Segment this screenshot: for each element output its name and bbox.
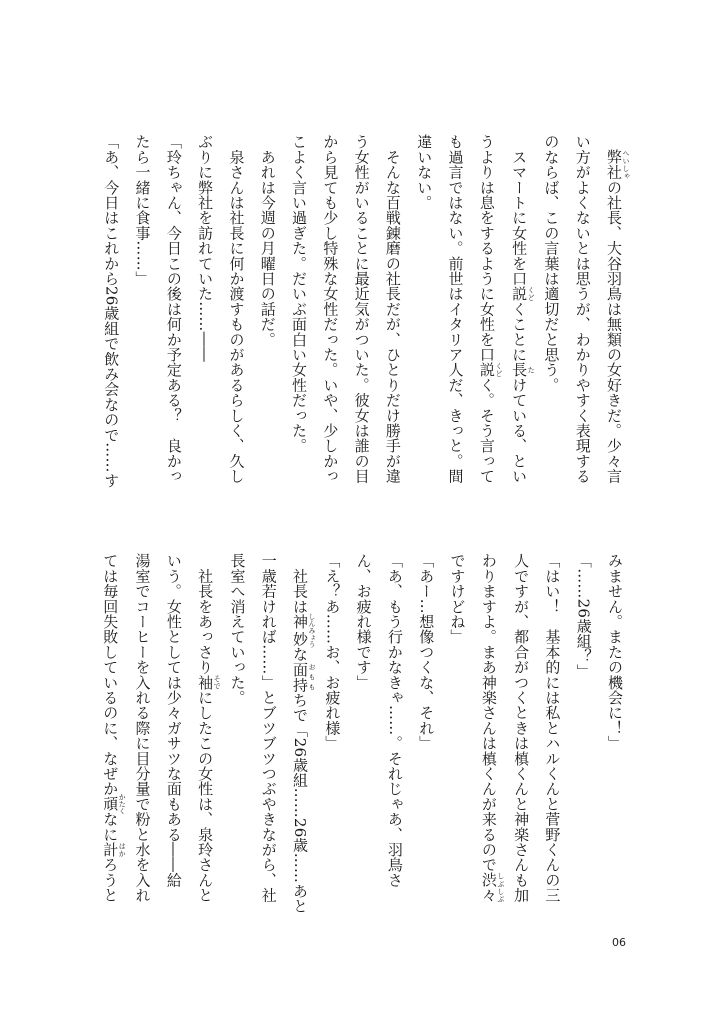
text-segment: い方がよくないとは思うが、わかりやすく表現する xyxy=(573,134,592,484)
text-line xyxy=(158,553,189,933)
text-segment: 一歳若ければ……」とブツブツつぶやきながら、社 xyxy=(259,553,278,903)
text-segment: な xyxy=(291,646,310,662)
text-segment: 湯室でコーヒーを入れる際に目分量で粉と水を入れ xyxy=(133,553,152,903)
furigana: た xyxy=(527,362,536,378)
furigana: しぶしぶ xyxy=(496,872,505,903)
text-line xyxy=(473,553,505,933)
text-line xyxy=(347,553,378,933)
text-segment: く。そう言って xyxy=(477,377,496,484)
text-segment: う女性がいることに最近気がついた。彼女は誰の目 xyxy=(352,134,371,484)
furigana: かたく xyxy=(118,793,127,815)
ruby-word xyxy=(510,362,536,378)
text-segment: 社長は xyxy=(291,553,310,614)
text-line xyxy=(410,553,441,933)
text-segment: たら一緒に食事……」 xyxy=(133,134,152,286)
text-line xyxy=(535,134,566,514)
text-line xyxy=(252,553,283,933)
text-line xyxy=(283,134,314,514)
text-line xyxy=(408,134,439,514)
text-segment: 「……26歳組？」 xyxy=(574,553,593,679)
furigana: そで xyxy=(213,674,222,690)
ruby-word xyxy=(101,841,127,858)
text-line xyxy=(95,134,126,514)
text-segment: にしたこの女性は、泉玲さんと xyxy=(196,689,215,903)
ruby-base: 説 xyxy=(477,362,496,378)
ruby-base: 計 xyxy=(101,841,120,858)
furigana: へいしゃ xyxy=(622,149,630,180)
furigana: はか xyxy=(118,841,127,858)
text-segment: わりますよ。まあ神楽さんは槙くんが来るので xyxy=(479,553,498,873)
page-number: 06 xyxy=(612,936,626,949)
text-segment: なに xyxy=(101,811,120,842)
text-line xyxy=(221,553,252,933)
text-line xyxy=(441,553,472,933)
text-segment: 「え？あ……お、お疲れ様」 xyxy=(323,553,342,751)
text-segment: 「あ、今日はこれから26歳組で飲み会なので……す xyxy=(102,134,121,488)
text-line xyxy=(251,134,282,514)
text-segment: こよく言い過ぎた。だいぶ面白い女性だった。 xyxy=(290,134,309,454)
ruby-word xyxy=(101,793,127,815)
ruby-base: 神妙 xyxy=(291,612,310,648)
ruby-word xyxy=(510,286,536,302)
text-segment: 長室へ消えていった。 xyxy=(228,553,247,705)
text-segment: ですけどね」 xyxy=(448,553,467,645)
text-segment: ちで「26歳組……26歳……あと xyxy=(291,692,310,914)
text-segment: 社長をあっさり xyxy=(196,553,215,675)
text-segment: の社長、大谷羽鳥は無類の女好きだ。少々言 xyxy=(605,179,623,484)
ruby-word xyxy=(291,661,317,693)
text-segment: 人ですが、都合がつくときは槙くんと神楽さんも加 xyxy=(512,553,531,903)
ruby-base: 説 xyxy=(510,286,529,302)
text-segment: くことに xyxy=(510,301,529,363)
text-line xyxy=(503,134,535,514)
furigana: おもも xyxy=(308,661,317,693)
text-segment: ろうと xyxy=(101,857,120,903)
ruby-base: 長 xyxy=(510,362,529,378)
ruby-word xyxy=(291,612,317,648)
text-line xyxy=(505,553,536,933)
ruby-base: 渋々 xyxy=(479,872,498,903)
text-line xyxy=(94,553,126,933)
text-segment: も過言ではない。前世はイタリア人だ、きっと。間 xyxy=(446,134,465,484)
text-line xyxy=(314,134,345,514)
ruby-base: 袖 xyxy=(196,674,215,690)
text-line xyxy=(220,134,251,514)
text-segment: あれは今週の月曜日の話だ。 xyxy=(258,134,277,347)
text-line xyxy=(379,553,410,933)
ruby-base: 弊社 xyxy=(605,149,623,180)
furigana: しんみょう xyxy=(308,612,317,648)
text-line xyxy=(189,134,220,514)
text-segment: 「はい！ 基本的には私とハルくんと菅野くんの三 xyxy=(543,553,562,903)
text-segment: けている、とい xyxy=(510,377,529,484)
text-line xyxy=(566,134,597,514)
text-segment: ぶりに弊社を訪れていた……―― xyxy=(196,134,215,362)
text-segment: 「あ、もう行かなきゃ……。それじゃあ、羽鳥さ xyxy=(385,553,404,888)
text-line xyxy=(316,553,347,933)
text-line xyxy=(599,553,630,933)
text-line xyxy=(158,134,189,514)
text-segment: スマートに女性を口 xyxy=(510,134,529,286)
text-segment: 泉さんは社長に何か渡すものがあるらしく、久し xyxy=(227,134,246,484)
upper-text-block xyxy=(90,134,630,514)
text-line xyxy=(439,134,470,514)
furigana: くど xyxy=(494,362,503,378)
ruby-word xyxy=(196,674,222,690)
text-segment: ん、お疲れ様です」 xyxy=(354,553,373,690)
text-segment xyxy=(605,134,623,149)
text-line xyxy=(567,553,598,933)
text-line xyxy=(126,553,157,933)
text-segment: から見ても少し特殊な女性だった。いや、少しかっ xyxy=(321,134,340,484)
text-segment: 違いない。 xyxy=(415,134,434,210)
text-line xyxy=(189,553,221,933)
text-line xyxy=(536,553,567,933)
text-segment: うよりは息をするように女性を口 xyxy=(477,134,496,362)
text-line xyxy=(377,134,408,514)
text-segment: ては毎回失敗しているのに、なぜか xyxy=(101,553,120,797)
text-line xyxy=(284,553,316,933)
text-segment: 「玲ちゃん、今日この後は何か予定ある？ 良かっ xyxy=(164,134,183,484)
text-line xyxy=(598,134,630,514)
text-segment: みません。またの機会に！」 xyxy=(606,553,624,751)
text-segment: そんな百戦錬磨の社長だが、ひとりだけ勝手が違 xyxy=(383,134,402,484)
furigana: くど xyxy=(527,286,536,302)
text-segment: のならば、この言葉は適切だと思う。 xyxy=(542,134,561,393)
text-segment: いう。女性としては少々ガサツな面もある――給 xyxy=(164,553,183,888)
text-segment: 「あー…想像つくな、それ」 xyxy=(417,553,436,751)
text-line xyxy=(345,134,376,514)
ruby-base: 頑 xyxy=(101,793,120,815)
ruby-word xyxy=(479,872,505,903)
ruby-word xyxy=(477,362,503,378)
ruby-word xyxy=(605,149,630,180)
text-line xyxy=(126,134,157,514)
text-line xyxy=(471,134,503,514)
lower-text-block xyxy=(90,553,630,933)
ruby-base: 面持 xyxy=(291,661,310,693)
